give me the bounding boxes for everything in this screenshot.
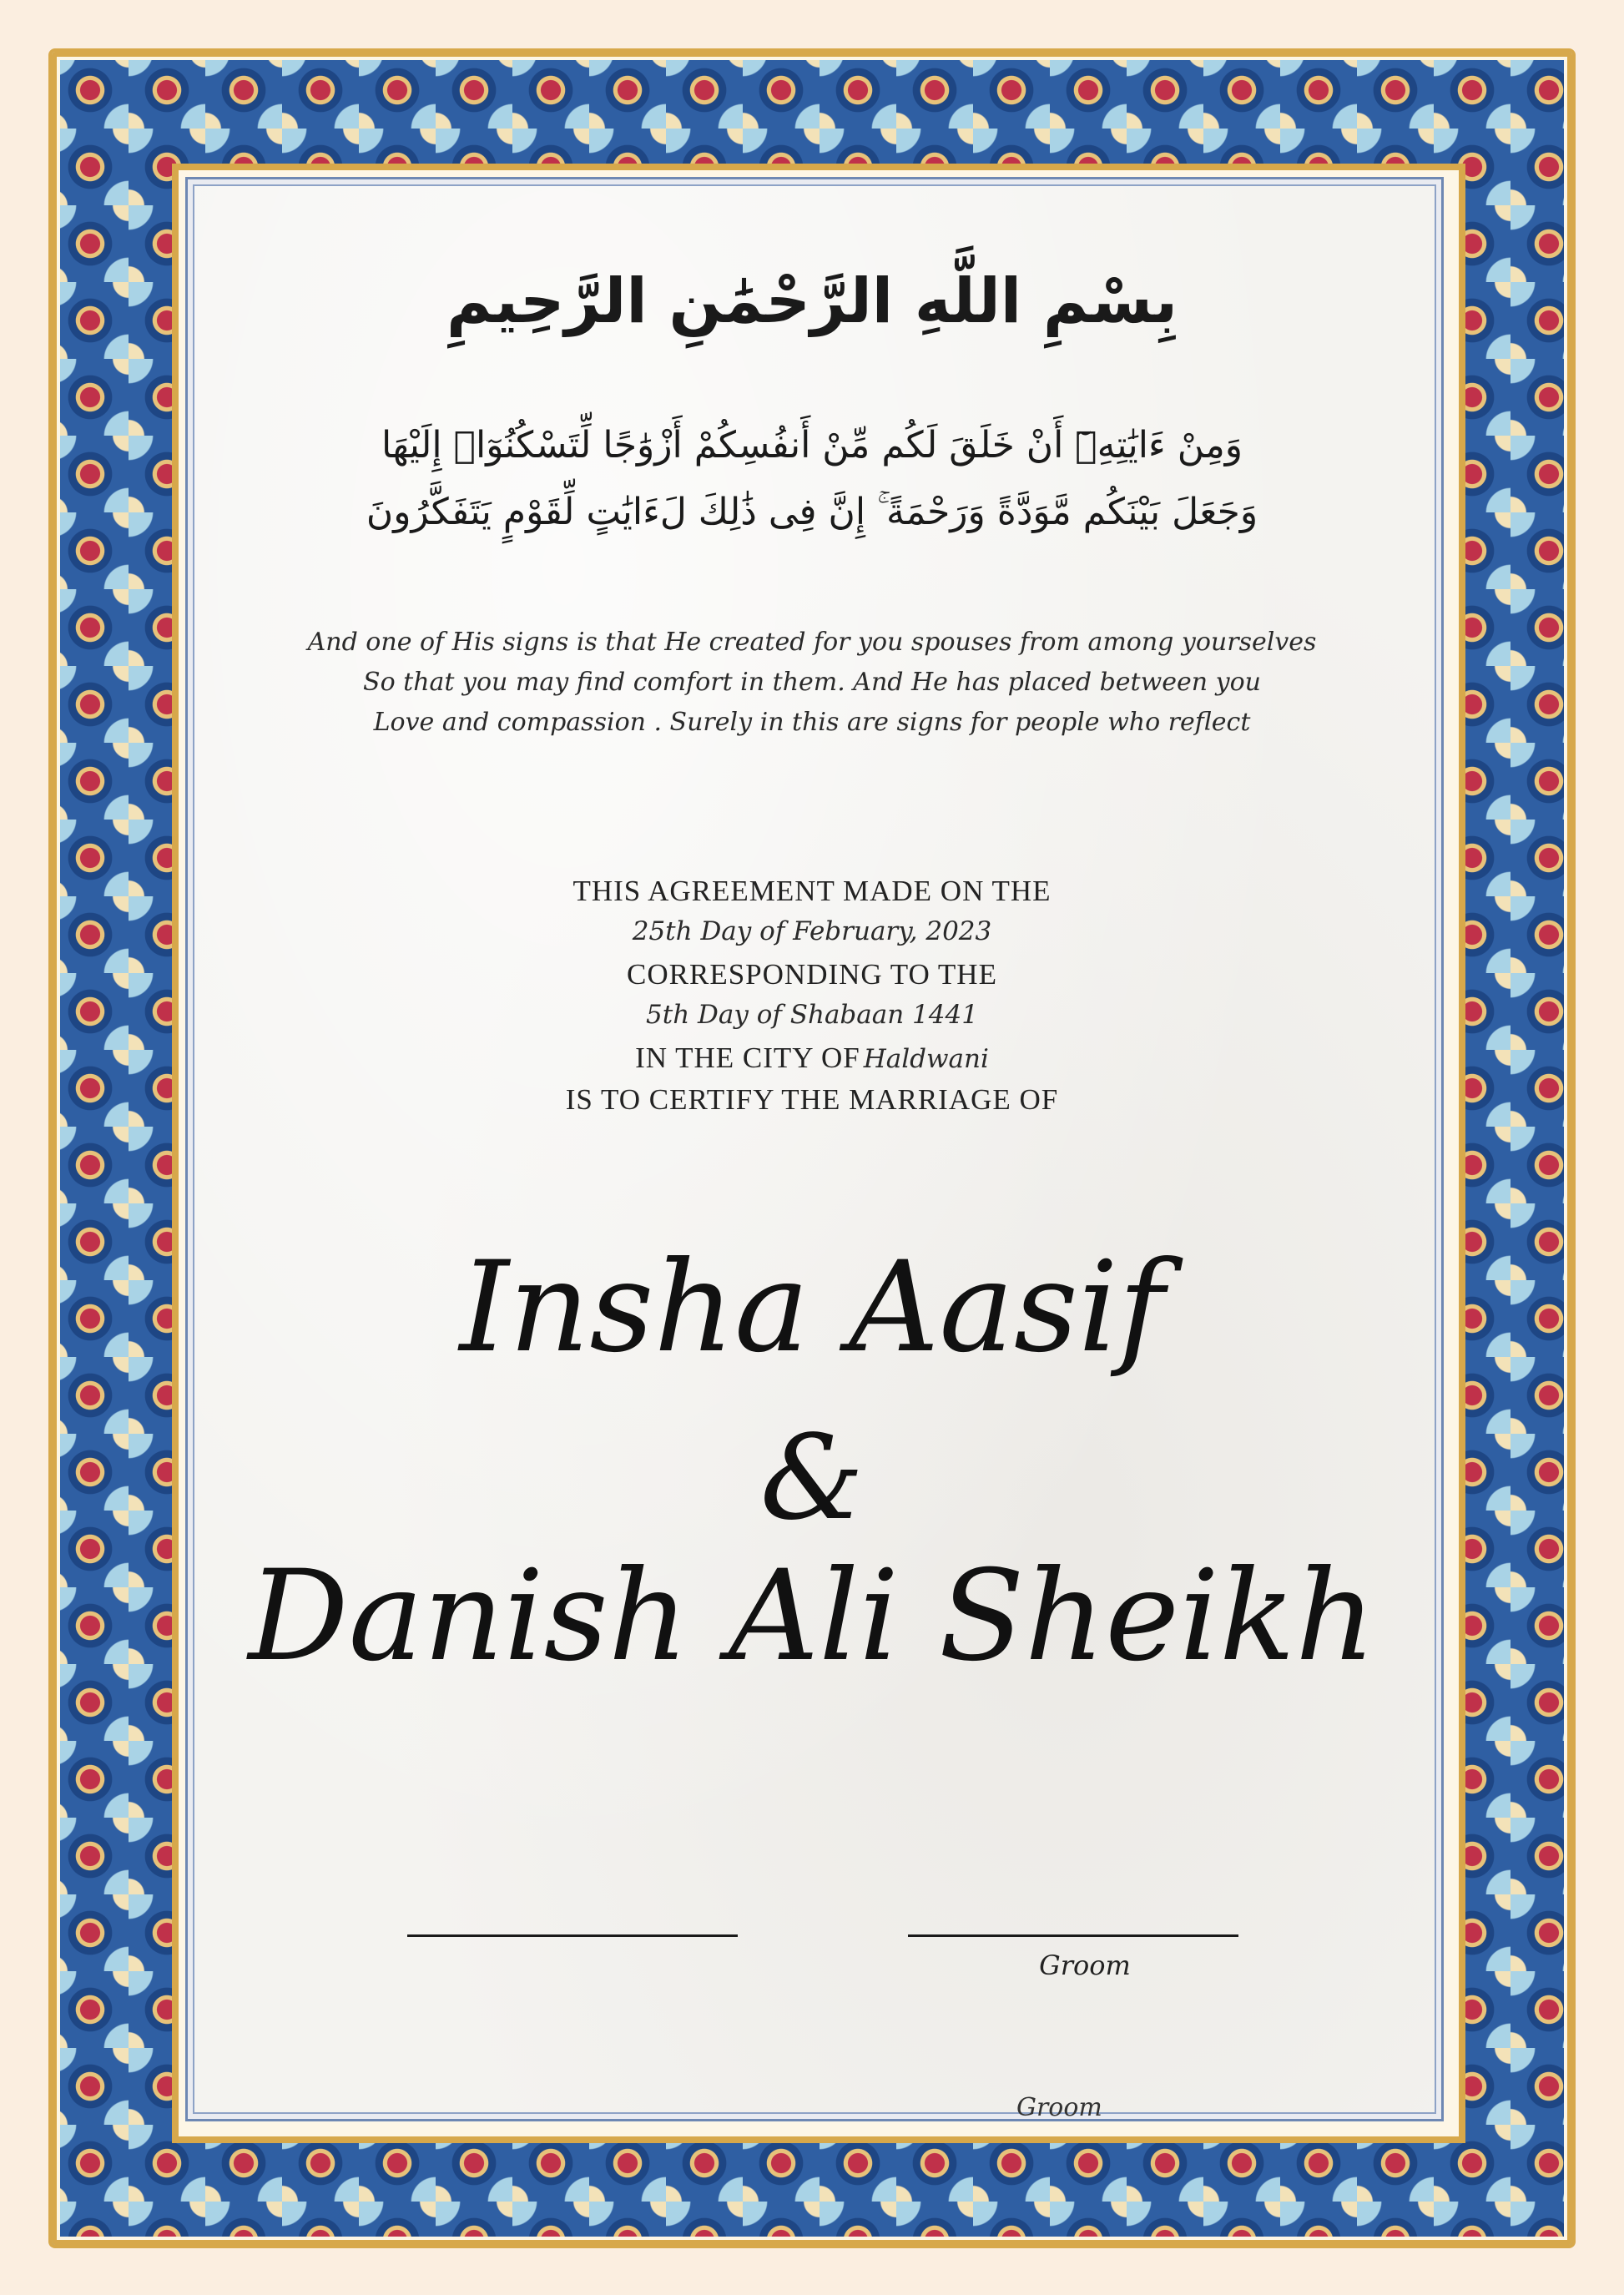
- stray-groom-label: Groom: [1016, 2093, 1102, 2122]
- city-name: Haldwani: [863, 1044, 989, 1074]
- hijri-date: 5th Day of Shabaan 1441: [646, 1000, 978, 1030]
- bride-name: Insha Aasif: [459, 1235, 1165, 1380]
- corresponding-line: CORRESPONDING TO THE: [627, 958, 997, 991]
- quran-verse-line-1: وَمِنْ ءَايَٰتِهِۦٓ أَنْ خَلَقَ لَكُم مِّنْ أَنفُسِكُمْ أَزْوَٰجًا لِّتَسْكُنُوٓا۟ إِلَيْهَا: [381, 424, 1243, 467]
- translation-line-2: So that you may find comfort in them. And He has placed between you: [363, 668, 1261, 697]
- certificate-paper: [185, 177, 1444, 2121]
- translation-line-3: Love and compassion . Surely in this are signs for people who reflect: [373, 708, 1251, 737]
- bismillah-calligraphy: بِسْمِ اللَّهِ الرَّحْمَٰنِ الرَّحِيمِ: [446, 265, 1178, 337]
- ampersand: &: [759, 1410, 865, 1546]
- signature-line-right: [908, 1934, 1238, 1937]
- groom-name: Danish Ali Sheikh: [248, 1544, 1376, 1689]
- quran-verse-line-2: وَجَعَلَ بَيْنَكُم مَّوَدَّةً وَرَحْمَةً ۚ إِنَّ فِى ذَٰلِكَ لَءَايَٰتٍ لِّقَوْمٍ يَتَفَكَّرُونَ: [366, 491, 1258, 533]
- city-line: [0, 1042, 1624, 1075]
- agreement-line: THIS AGREEMENT MADE ON THE: [572, 875, 1052, 907]
- city-prefix: IN THE CITY OF: [635, 1042, 860, 1074]
- translation-line-1: And one of His signs is that He created for you spouses from among yourselves: [307, 628, 1317, 657]
- groom-signature-label: Groom: [1039, 1949, 1131, 1981]
- gregorian-date: 25th Day of February, 2023: [632, 916, 992, 946]
- signature-line-left: [407, 1934, 738, 1937]
- certify-line: IS TO CERTIFY THE MARRIAGE OF: [565, 1083, 1059, 1116]
